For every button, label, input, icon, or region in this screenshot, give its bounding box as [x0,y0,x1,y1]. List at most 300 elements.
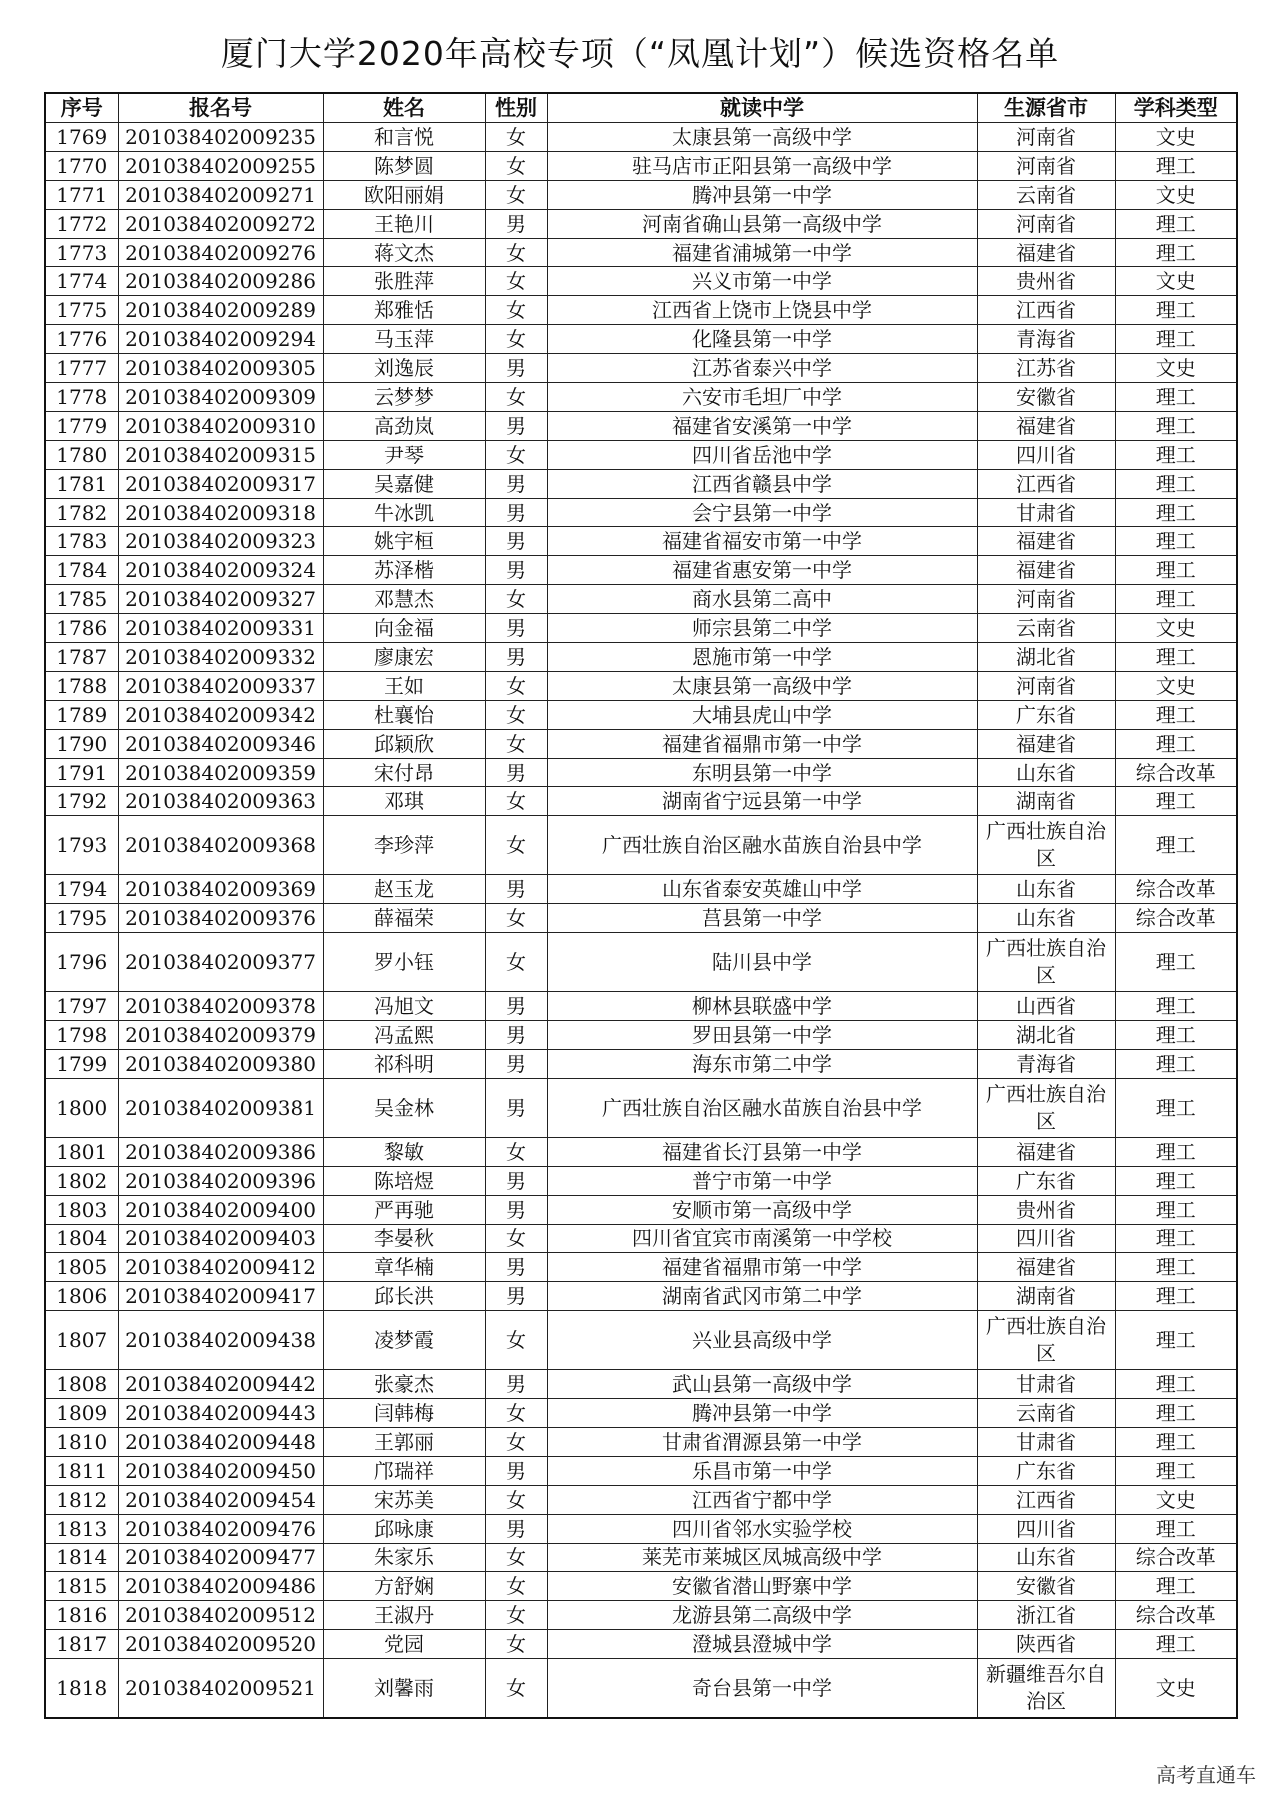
cell-gender: 男 [485,643,547,672]
cell-registration-no: 201038402009342 [118,700,323,729]
cell-school: 武山县第一高级中学 [547,1370,977,1399]
cell-subject-type: 综合改革 [1115,758,1237,787]
cell-registration-no: 201038402009310 [118,411,323,440]
cell-subject-type: 理工 [1115,729,1237,758]
cell-registration-no: 201038402009477 [118,1543,323,1572]
cell-province: 广西壮族自治区 [977,1311,1115,1370]
table-row [45,1224,1237,1253]
cell-registration-no: 201038402009442 [118,1370,323,1399]
cell-index: 1778 [45,383,118,412]
cell-name: 宋付昂 [323,758,485,787]
cell-index: 1787 [45,643,118,672]
cell-name: 邱长洪 [323,1282,485,1311]
cell-school: 腾冲县第一中学 [547,1399,977,1428]
cell-gender: 女 [485,585,547,614]
cell-subject-type: 综合改革 [1115,904,1237,933]
table-row [45,700,1237,729]
cell-index: 1773 [45,238,118,267]
cell-name: 凌梦霞 [323,1311,485,1370]
cell-gender: 女 [485,296,547,325]
cell-index: 1780 [45,440,118,469]
cell-index: 1809 [45,1399,118,1428]
cell-subject-type: 理工 [1115,1282,1237,1311]
table-body [45,123,1237,1719]
cell-province: 河南省 [977,585,1115,614]
cell-name: 刘馨雨 [323,1659,485,1719]
cell-school: 兴业县高级中学 [547,1311,977,1370]
cell-gender: 女 [485,1427,547,1456]
cell-index: 1774 [45,267,118,296]
cell-province: 江西省 [977,296,1115,325]
cell-name: 郑雅恬 [323,296,485,325]
cell-gender: 女 [485,904,547,933]
cell-name: 蒋文杰 [323,238,485,267]
cell-name: 和言悦 [323,123,485,152]
cell-index: 1779 [45,411,118,440]
cell-gender: 男 [485,614,547,643]
table-row [45,1137,1237,1166]
cell-index: 1793 [45,816,118,875]
table-row [45,992,1237,1021]
cell-subject-type: 理工 [1115,296,1237,325]
cell-province: 云南省 [977,614,1115,643]
table-row [45,440,1237,469]
table-row [45,1282,1237,1311]
cell-province: 湖北省 [977,643,1115,672]
cell-school: 四川省岳池中学 [547,440,977,469]
cell-registration-no: 201038402009376 [118,904,323,933]
cell-subject-type: 理工 [1115,440,1237,469]
cell-subject-type: 理工 [1115,556,1237,585]
cell-school: 莱芜市莱城区凤城高级中学 [547,1543,977,1572]
cell-province: 江苏省 [977,354,1115,383]
cell-province: 四川省 [977,1224,1115,1253]
cell-gender: 女 [485,238,547,267]
cell-subject-type: 理工 [1115,585,1237,614]
table-row [45,614,1237,643]
cell-index: 1781 [45,469,118,498]
cell-index: 1805 [45,1253,118,1282]
cell-province: 甘肃省 [977,1427,1115,1456]
cell-gender: 女 [485,1399,547,1428]
cell-province: 福建省 [977,1253,1115,1282]
table-row [45,354,1237,383]
cell-school: 化隆县第一中学 [547,325,977,354]
cell-name: 章华楠 [323,1253,485,1282]
table-row [45,180,1237,209]
cell-registration-no: 201038402009318 [118,498,323,527]
cell-name: 向金福 [323,614,485,643]
table-row [45,296,1237,325]
cell-registration-no: 201038402009331 [118,614,323,643]
cell-index: 1770 [45,151,118,180]
cell-school: 陆川县中学 [547,933,977,992]
column-header-subject-type: 学科类型 [1115,93,1237,123]
cell-province: 广东省 [977,1456,1115,1485]
table-row [45,123,1237,152]
cell-index: 1811 [45,1456,118,1485]
cell-registration-no: 201038402009323 [118,527,323,556]
table-row [45,1485,1237,1514]
cell-province: 湖北省 [977,1021,1115,1050]
cell-province: 河南省 [977,671,1115,700]
cell-school: 师宗县第二中学 [547,614,977,643]
column-header-province: 生源省市 [977,93,1115,123]
cell-province: 福建省 [977,527,1115,556]
cell-gender: 男 [485,354,547,383]
table-row [45,469,1237,498]
cell-gender: 男 [485,1253,547,1282]
cell-gender: 女 [485,383,547,412]
cell-province: 陕西省 [977,1630,1115,1659]
cell-province: 广西壮族自治区 [977,1078,1115,1137]
cell-index: 1776 [45,325,118,354]
cell-province: 福建省 [977,411,1115,440]
table-row [45,151,1237,180]
table-row [45,556,1237,585]
cell-gender: 男 [485,1049,547,1078]
cell-gender: 女 [485,267,547,296]
cell-registration-no: 201038402009332 [118,643,323,672]
cell-name: 冯旭文 [323,992,485,1021]
table-row [45,1427,1237,1456]
cell-subject-type: 文史 [1115,180,1237,209]
cell-province: 福建省 [977,1137,1115,1166]
cell-gender: 女 [485,671,547,700]
cell-registration-no: 201038402009448 [118,1427,323,1456]
cell-name: 邱颖欣 [323,729,485,758]
cell-gender: 男 [485,1514,547,1543]
table-row [45,1659,1237,1719]
cell-name: 高劲岚 [323,411,485,440]
cell-subject-type: 理工 [1115,1456,1237,1485]
cell-subject-type: 理工 [1115,469,1237,498]
cell-registration-no: 201038402009255 [118,151,323,180]
cell-registration-no: 201038402009512 [118,1601,323,1630]
cell-registration-no: 201038402009454 [118,1485,323,1514]
cell-name: 牛冰凯 [323,498,485,527]
table-row [45,238,1237,267]
cell-registration-no: 201038402009276 [118,238,323,267]
cell-school: 湖南省宁远县第一中学 [547,787,977,816]
cell-index: 1801 [45,1137,118,1166]
cell-registration-no: 201038402009520 [118,1630,323,1659]
cell-school: 六安市毛坦厂中学 [547,383,977,412]
cell-province: 甘肃省 [977,1370,1115,1399]
cell-index: 1794 [45,875,118,904]
cell-name: 云梦梦 [323,383,485,412]
cell-name: 党园 [323,1630,485,1659]
table-row [45,787,1237,816]
table-row [45,1456,1237,1485]
cell-school: 山东省泰安英雄山中学 [547,875,977,904]
cell-province: 云南省 [977,180,1115,209]
cell-subject-type: 理工 [1115,1311,1237,1370]
cell-index: 1795 [45,904,118,933]
cell-name: 宋苏美 [323,1485,485,1514]
cell-school: 会宁县第一中学 [547,498,977,527]
cell-subject-type: 理工 [1115,1078,1237,1137]
cell-name: 陈培煜 [323,1166,485,1195]
table-row [45,875,1237,904]
cell-index: 1813 [45,1514,118,1543]
cell-registration-no: 201038402009359 [118,758,323,787]
table-row [45,1166,1237,1195]
cell-subject-type: 理工 [1115,992,1237,1021]
cell-registration-no: 201038402009476 [118,1514,323,1543]
table-row [45,411,1237,440]
cell-name: 吴金林 [323,1078,485,1137]
cell-province: 青海省 [977,325,1115,354]
cell-school: 福建省长汀县第一中学 [547,1137,977,1166]
cell-school: 驻马店市正阳县第一高级中学 [547,151,977,180]
cell-name: 罗小钰 [323,933,485,992]
cell-school: 兴义市第一中学 [547,267,977,296]
cell-subject-type: 理工 [1115,1021,1237,1050]
cell-school: 福建省惠安第一中学 [547,556,977,585]
cell-school: 太康县第一高级中学 [547,123,977,152]
cell-gender: 女 [485,151,547,180]
cell-name: 姚宇桓 [323,527,485,556]
cell-province: 浙江省 [977,1601,1115,1630]
cell-province: 四川省 [977,1514,1115,1543]
cell-name: 邱咏康 [323,1514,485,1543]
cell-school: 安顺市第一高级中学 [547,1195,977,1224]
cell-name: 邝瑞祥 [323,1456,485,1485]
cell-registration-no: 201038402009315 [118,440,323,469]
cell-name: 赵玉龙 [323,875,485,904]
cell-index: 1775 [45,296,118,325]
cell-school: 柳林县联盛中学 [547,992,977,1021]
table-row [45,671,1237,700]
cell-school: 福建省福鼎市第一中学 [547,1253,977,1282]
cell-subject-type: 理工 [1115,1399,1237,1428]
cell-subject-type: 文史 [1115,1485,1237,1514]
cell-subject-type: 综合改革 [1115,875,1237,904]
table-row [45,209,1237,238]
cell-gender: 男 [485,411,547,440]
cell-subject-type: 理工 [1115,498,1237,527]
cell-index: 1814 [45,1543,118,1572]
cell-index: 1769 [45,123,118,152]
cell-name: 王淑丹 [323,1601,485,1630]
cell-registration-no: 201038402009369 [118,875,323,904]
cell-gender: 女 [485,1659,547,1719]
cell-registration-no: 201038402009380 [118,1049,323,1078]
cell-gender: 男 [485,556,547,585]
cell-name: 陈梦圆 [323,151,485,180]
table-row [45,1021,1237,1050]
cell-school: 湖南省武冈市第二中学 [547,1282,977,1311]
cell-index: 1792 [45,787,118,816]
column-header-name: 姓名 [323,93,485,123]
cell-index: 1788 [45,671,118,700]
cell-index: 1803 [45,1195,118,1224]
cell-index: 1807 [45,1311,118,1370]
cell-name: 刘逸辰 [323,354,485,383]
cell-index: 1785 [45,585,118,614]
cell-registration-no: 201038402009317 [118,469,323,498]
cell-school: 奇台县第一中学 [547,1659,977,1719]
cell-school: 安徽省潜山野寨中学 [547,1572,977,1601]
cell-school: 四川省邻水实验学校 [547,1514,977,1543]
cell-registration-no: 201038402009381 [118,1078,323,1137]
cell-registration-no: 201038402009235 [118,123,323,152]
cell-subject-type: 理工 [1115,527,1237,556]
table-row [45,1514,1237,1543]
cell-province: 新疆维吾尔自治区 [977,1659,1115,1719]
cell-registration-no: 201038402009368 [118,816,323,875]
cell-registration-no: 201038402009363 [118,787,323,816]
cell-registration-no: 201038402009400 [118,1195,323,1224]
column-header-index: 序号 [45,93,118,123]
cell-gender: 女 [485,1485,547,1514]
cell-name: 王如 [323,671,485,700]
cell-subject-type: 理工 [1115,1370,1237,1399]
cell-school: 福建省福鼎市第一中学 [547,729,977,758]
cell-subject-type: 理工 [1115,787,1237,816]
table-row [45,585,1237,614]
cell-province: 贵州省 [977,1195,1115,1224]
cell-province: 贵州省 [977,267,1115,296]
table-header-row [45,93,1237,123]
cell-name: 尹琴 [323,440,485,469]
cell-province: 江西省 [977,469,1115,498]
cell-name: 冯孟熙 [323,1021,485,1050]
cell-gender: 女 [485,816,547,875]
cell-subject-type: 理工 [1115,1572,1237,1601]
cell-name: 王郭丽 [323,1427,485,1456]
table-row [45,325,1237,354]
cell-subject-type: 文史 [1115,354,1237,383]
cell-subject-type: 理工 [1115,1049,1237,1078]
cell-index: 1812 [45,1485,118,1514]
cell-gender: 女 [485,1137,547,1166]
cell-school: 莒县第一中学 [547,904,977,933]
table-row [45,1630,1237,1659]
cell-province: 云南省 [977,1399,1115,1428]
cell-index: 1818 [45,1659,118,1719]
cell-registration-no: 201038402009272 [118,209,323,238]
cell-province: 安徽省 [977,383,1115,412]
table-row [45,1078,1237,1137]
cell-registration-no: 201038402009486 [118,1572,323,1601]
cell-index: 1808 [45,1370,118,1399]
cell-subject-type: 理工 [1115,383,1237,412]
cell-index: 1806 [45,1282,118,1311]
cell-province: 湖南省 [977,787,1115,816]
table-row [45,1370,1237,1399]
cell-province: 河南省 [977,151,1115,180]
cell-index: 1816 [45,1601,118,1630]
cell-registration-no: 201038402009450 [118,1456,323,1485]
cell-index: 1815 [45,1572,118,1601]
table-row [45,1399,1237,1428]
cell-province: 青海省 [977,1049,1115,1078]
cell-gender: 女 [485,729,547,758]
cell-school: 江苏省泰兴中学 [547,354,977,383]
column-header-registration-no: 报名号 [118,93,323,123]
cell-subject-type: 文史 [1115,1659,1237,1719]
cell-school: 福建省福安市第一中学 [547,527,977,556]
cell-school: 腾冲县第一中学 [547,180,977,209]
cell-subject-type: 理工 [1115,325,1237,354]
table-row [45,1543,1237,1572]
cell-registration-no: 201038402009379 [118,1021,323,1050]
cell-registration-no: 201038402009324 [118,556,323,585]
cell-school: 龙游县第二高级中学 [547,1601,977,1630]
cell-province: 山东省 [977,1543,1115,1572]
cell-province: 湖南省 [977,1282,1115,1311]
cell-registration-no: 201038402009438 [118,1311,323,1370]
cell-subject-type: 综合改革 [1115,1601,1237,1630]
table-row [45,643,1237,672]
cell-province: 江西省 [977,1485,1115,1514]
cell-name: 廖康宏 [323,643,485,672]
cell-school: 福建省浦城第一中学 [547,238,977,267]
table-row [45,758,1237,787]
cell-gender: 男 [485,1370,547,1399]
cell-school: 河南省确山县第一高级中学 [547,209,977,238]
cell-subject-type: 理工 [1115,643,1237,672]
cell-gender: 女 [485,1224,547,1253]
cell-registration-no: 201038402009377 [118,933,323,992]
cell-index: 1804 [45,1224,118,1253]
cell-registration-no: 201038402009386 [118,1137,323,1166]
cell-subject-type: 理工 [1115,1195,1237,1224]
cell-province: 山东省 [977,904,1115,933]
cell-school: 江西省赣县中学 [547,469,977,498]
table-row [45,1572,1237,1601]
cell-subject-type: 理工 [1115,933,1237,992]
cell-gender: 男 [485,1021,547,1050]
cell-name: 杜襄怡 [323,700,485,729]
cell-school: 罗田县第一中学 [547,1021,977,1050]
cell-name: 马玉萍 [323,325,485,354]
cell-school: 商水县第二高中 [547,585,977,614]
cell-gender: 女 [485,787,547,816]
cell-registration-no: 201038402009417 [118,1282,323,1311]
cell-subject-type: 理工 [1115,151,1237,180]
watermark: 高考直通车 [1156,1763,1256,1787]
table-row [45,904,1237,933]
cell-index: 1786 [45,614,118,643]
cell-province: 广西壮族自治区 [977,816,1115,875]
cell-gender: 男 [485,498,547,527]
cell-school: 福建省安溪第一中学 [547,411,977,440]
cell-index: 1777 [45,354,118,383]
cell-index: 1817 [45,1630,118,1659]
cell-name: 黎敏 [323,1137,485,1166]
cell-name: 吴嘉健 [323,469,485,498]
table-row [45,1049,1237,1078]
cell-index: 1772 [45,209,118,238]
cell-gender: 男 [485,758,547,787]
table-row [45,1195,1237,1224]
cell-registration-no: 201038402009521 [118,1659,323,1719]
cell-province: 广东省 [977,700,1115,729]
cell-gender: 女 [485,1601,547,1630]
table-row [45,498,1237,527]
cell-province: 河南省 [977,123,1115,152]
cell-registration-no: 201038402009305 [118,354,323,383]
cell-subject-type: 理工 [1115,816,1237,875]
cell-school: 乐昌市第一中学 [547,1456,977,1485]
cell-index: 1810 [45,1427,118,1456]
cell-gender: 男 [485,527,547,556]
cell-registration-no: 201038402009378 [118,992,323,1021]
cell-province: 甘肃省 [977,498,1115,527]
